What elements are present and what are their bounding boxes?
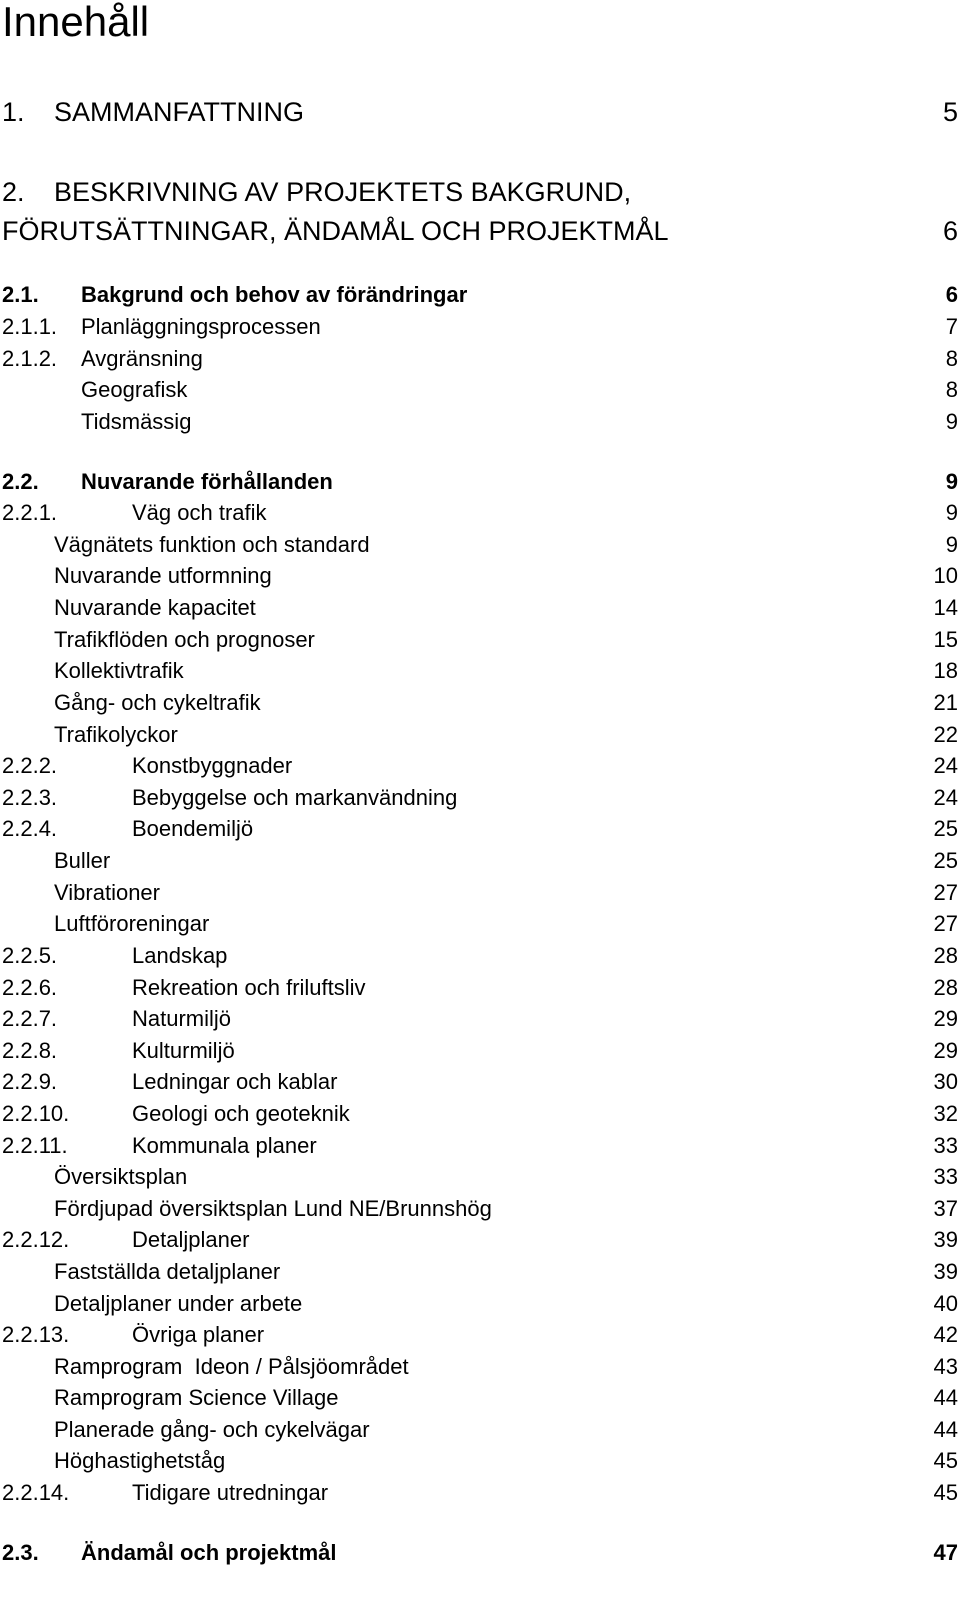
toc-entry-page: 9 <box>945 532 958 557</box>
toc-entry-label: Detaljplaner under arbete <box>54 1291 303 1316</box>
toc-entry-number: 2.1.1. <box>2 314 58 339</box>
toc-entry[interactable] <box>0 345 960 373</box>
toc-entry[interactable] <box>0 313 960 341</box>
toc-entry-label: Detaljplaner <box>132 1227 250 1252</box>
toc-entry-page: 9 <box>945 500 958 525</box>
toc-entry-page: 29 <box>933 1038 958 1063</box>
toc-entry-page: 33 <box>933 1164 958 1189</box>
toc-entry[interactable] <box>0 1353 960 1381</box>
toc-entry-label: Fastställda detaljplaner <box>54 1259 281 1284</box>
toc-entry-label: Nuvarande förhållanden <box>81 469 333 494</box>
toc-entry-number: 2.1.2. <box>2 346 58 371</box>
toc-entry[interactable] <box>0 910 960 938</box>
toc-entry[interactable] <box>0 562 960 590</box>
toc-entry[interactable] <box>0 815 960 843</box>
toc-entry-label: Tidigare utredningar <box>132 1480 329 1505</box>
toc-entry-page: 37 <box>933 1196 958 1221</box>
toc-entry-label: Landskap <box>132 943 228 968</box>
toc-entry-page: 39 <box>933 1227 958 1252</box>
toc-entry-page: 6 <box>942 216 958 246</box>
toc-entry[interactable] <box>0 689 960 717</box>
toc-entry-label: Tidsmässig <box>81 409 192 434</box>
toc-entry-label: Vägnätets funktion och standard <box>54 532 370 557</box>
toc-entry-page: 33 <box>933 1133 958 1158</box>
toc-entry-label: Buller <box>54 848 111 873</box>
toc-entry-label: Kulturmiljö <box>132 1038 235 1063</box>
toc-title: Innehåll <box>2 0 150 45</box>
toc-entry-page: 18 <box>933 658 958 683</box>
toc-entry-number: 2.2.10. <box>2 1101 70 1126</box>
toc-entry-label: Höghastighetståg <box>54 1448 226 1473</box>
toc-entry[interactable] <box>0 175 960 209</box>
toc-entry[interactable] <box>0 1100 960 1128</box>
toc-entry[interactable] <box>0 1132 960 1160</box>
toc-entry-page: 15 <box>933 627 958 652</box>
toc-entry[interactable] <box>0 408 960 436</box>
toc-entry-label: Ändamål och projektmål <box>81 1540 337 1565</box>
toc-entry-number: 2.2.3. <box>2 785 58 810</box>
toc-entry[interactable] <box>0 974 960 1002</box>
toc-entry-page: 25 <box>933 848 958 873</box>
toc-entry-page: 40 <box>933 1291 958 1316</box>
toc-entry-page: 44 <box>933 1385 958 1410</box>
toc-entry-page: 47 <box>933 1540 958 1565</box>
toc-entry-number: 2.2.9. <box>2 1069 58 1094</box>
toc-entry[interactable] <box>0 531 960 559</box>
toc-entry[interactable] <box>0 1539 960 1567</box>
toc-entry[interactable] <box>0 1447 960 1475</box>
toc-entry-label: Geografisk <box>81 377 188 402</box>
toc-entry-label: SAMMANFATTNING <box>54 97 305 127</box>
toc-entry-label: Nuvarande utformning <box>54 563 272 588</box>
toc-entry-page: 24 <box>933 753 958 778</box>
toc-entry-label: Naturmiljö <box>132 1006 232 1031</box>
toc-entry[interactable] <box>0 376 960 404</box>
toc-entry[interactable] <box>0 721 960 749</box>
toc-entry[interactable] <box>0 626 960 654</box>
toc-entry-continuation[interactable] <box>0 214 960 248</box>
toc-entry-number: 2.2.12. <box>2 1227 70 1252</box>
toc-entry[interactable] <box>0 468 960 496</box>
toc-entry-page: 30 <box>933 1069 958 1094</box>
toc-entry[interactable] <box>0 847 960 875</box>
toc-entry-label: Boendemiljö <box>132 816 254 841</box>
toc-entry[interactable] <box>0 784 960 812</box>
toc-entry-page: 9 <box>945 469 958 494</box>
toc-entry[interactable] <box>0 1416 960 1444</box>
toc-entry-label: Fördjupad översiktsplan Lund NE/Brunnshög <box>54 1196 492 1221</box>
toc-entry-page: 44 <box>933 1417 958 1442</box>
toc-entry-label: Planerade gång- och cykelvägar <box>54 1417 370 1442</box>
toc-entry[interactable] <box>0 879 960 907</box>
toc-entry-page: 43 <box>933 1354 958 1379</box>
toc-entry-label: Gång- och cykeltrafik <box>54 690 261 715</box>
toc-entry-page: 14 <box>933 595 958 620</box>
toc-entry-label: BESKRIVNING AV PROJEKTETS BAKGRUND, <box>54 177 632 207</box>
toc-entry[interactable] <box>0 1321 960 1349</box>
toc-entry-label: Avgränsning <box>81 346 203 371</box>
toc-entry[interactable] <box>0 1195 960 1223</box>
toc-entry-page: 8 <box>945 377 958 402</box>
toc-entry-label: Konstbyggnader <box>132 753 293 778</box>
toc-entry-page: 21 <box>933 690 958 715</box>
toc-entry[interactable] <box>0 1290 960 1318</box>
toc-entry-label: Geologi och geoteknik <box>132 1101 350 1126</box>
toc-entry-number: 2.2.14. <box>2 1480 70 1505</box>
toc-entry-page: 45 <box>933 1480 958 1505</box>
toc-entry-number: 2.2.8. <box>2 1038 58 1063</box>
toc-entry-page: 25 <box>933 816 958 841</box>
toc-entry-label-continuation: FÖRUTSÄTTNINGAR, ÄNDAMÅL OCH PROJEKTMÅL <box>2 216 669 246</box>
toc-entry[interactable] <box>0 657 960 685</box>
toc-entry-number: 2. <box>2 177 25 207</box>
toc-entry-label: Bebyggelse och markanvändning <box>132 785 458 810</box>
toc-entry[interactable] <box>0 1226 960 1254</box>
toc-entry-page: 27 <box>933 880 958 905</box>
toc-entry[interactable] <box>0 499 960 527</box>
toc-entry-label: Övriga planer <box>132 1322 265 1347</box>
toc-entry-label: Ramprogram Science Village <box>54 1385 339 1410</box>
toc-entry-page: 45 <box>933 1448 958 1473</box>
toc-entry[interactable] <box>0 1068 960 1096</box>
toc-entry-number: 2.2.11. <box>2 1133 68 1158</box>
toc-entry-label: Trafikolyckor <box>54 722 178 747</box>
toc-entry-label: Nuvarande kapacitet <box>54 595 256 620</box>
toc-entry-page: 8 <box>945 346 958 371</box>
toc-entry[interactable] <box>0 594 960 622</box>
toc-entry-label: Kollektivtrafik <box>54 658 184 683</box>
toc-entry-number: 2.2.4. <box>2 816 58 841</box>
toc-entry-page: 22 <box>933 722 958 747</box>
toc-entry[interactable] <box>0 1384 960 1412</box>
toc-entry[interactable] <box>0 95 960 129</box>
toc-entry-label: Planläggningsprocessen <box>81 314 321 339</box>
toc-entry-number: 2.2.5. <box>2 943 58 968</box>
toc-entry-label: Ledningar och kablar <box>132 1069 338 1094</box>
toc-entry-label: Trafikflöden och prognoser <box>54 627 315 652</box>
toc-entry-label: Ramprogram Ideon / Pålsjöområdet <box>54 1354 409 1379</box>
toc-entry-page: 24 <box>933 785 958 810</box>
toc-entry-page: 29 <box>933 1006 958 1031</box>
toc-entry-label: Översiktsplan <box>54 1164 188 1189</box>
toc-entry-page: 10 <box>933 563 958 588</box>
toc-entry-page: 6 <box>945 282 958 307</box>
toc-entry-number: 2.2.6. <box>2 975 58 1000</box>
toc-entry-number: 2.2.7. <box>2 1006 58 1031</box>
toc-entry-label: Luftföroreningar <box>54 911 210 936</box>
toc-entry[interactable] <box>0 1037 960 1065</box>
toc-entry[interactable] <box>0 1258 960 1286</box>
toc-entry[interactable] <box>0 281 960 309</box>
toc-entry[interactable] <box>0 942 960 970</box>
toc-entry-page: 42 <box>933 1322 958 1347</box>
toc-entry[interactable] <box>0 1005 960 1033</box>
toc-entry-number: 1. <box>2 97 25 127</box>
toc-entry[interactable] <box>0 752 960 780</box>
toc-entry-number: 2.2.13. <box>2 1322 70 1347</box>
toc-entry-page: 27 <box>933 911 958 936</box>
toc-entry-page: 39 <box>933 1259 958 1284</box>
toc-entry-label: Rekreation och friluftsliv <box>132 975 366 1000</box>
toc-entry-page: 28 <box>933 943 958 968</box>
toc-entry-number: 2.2.2. <box>2 753 58 778</box>
toc-entry-label: Väg och trafik <box>132 500 267 525</box>
toc-entry-number: 2.2.1. <box>2 500 58 525</box>
toc-entry-page: 9 <box>945 409 958 434</box>
toc-entry-page: 28 <box>933 975 958 1000</box>
toc-entry-label: Kommunala planer <box>132 1133 317 1158</box>
toc-entry[interactable] <box>0 1163 960 1191</box>
toc-entry-number: 2.1. <box>2 282 39 307</box>
toc-entry-label: Vibrationer <box>54 880 160 905</box>
toc-entry-page: 5 <box>942 97 958 127</box>
toc-entry-number: 2.2. <box>2 469 39 494</box>
toc-entry-label: Bakgrund och behov av förändringar <box>81 282 468 307</box>
toc-entry[interactable] <box>0 1479 960 1507</box>
toc-entry-number: 2.3. <box>2 1540 39 1565</box>
toc-entry-page: 7 <box>945 314 958 339</box>
toc-entry-page: 32 <box>933 1101 958 1126</box>
